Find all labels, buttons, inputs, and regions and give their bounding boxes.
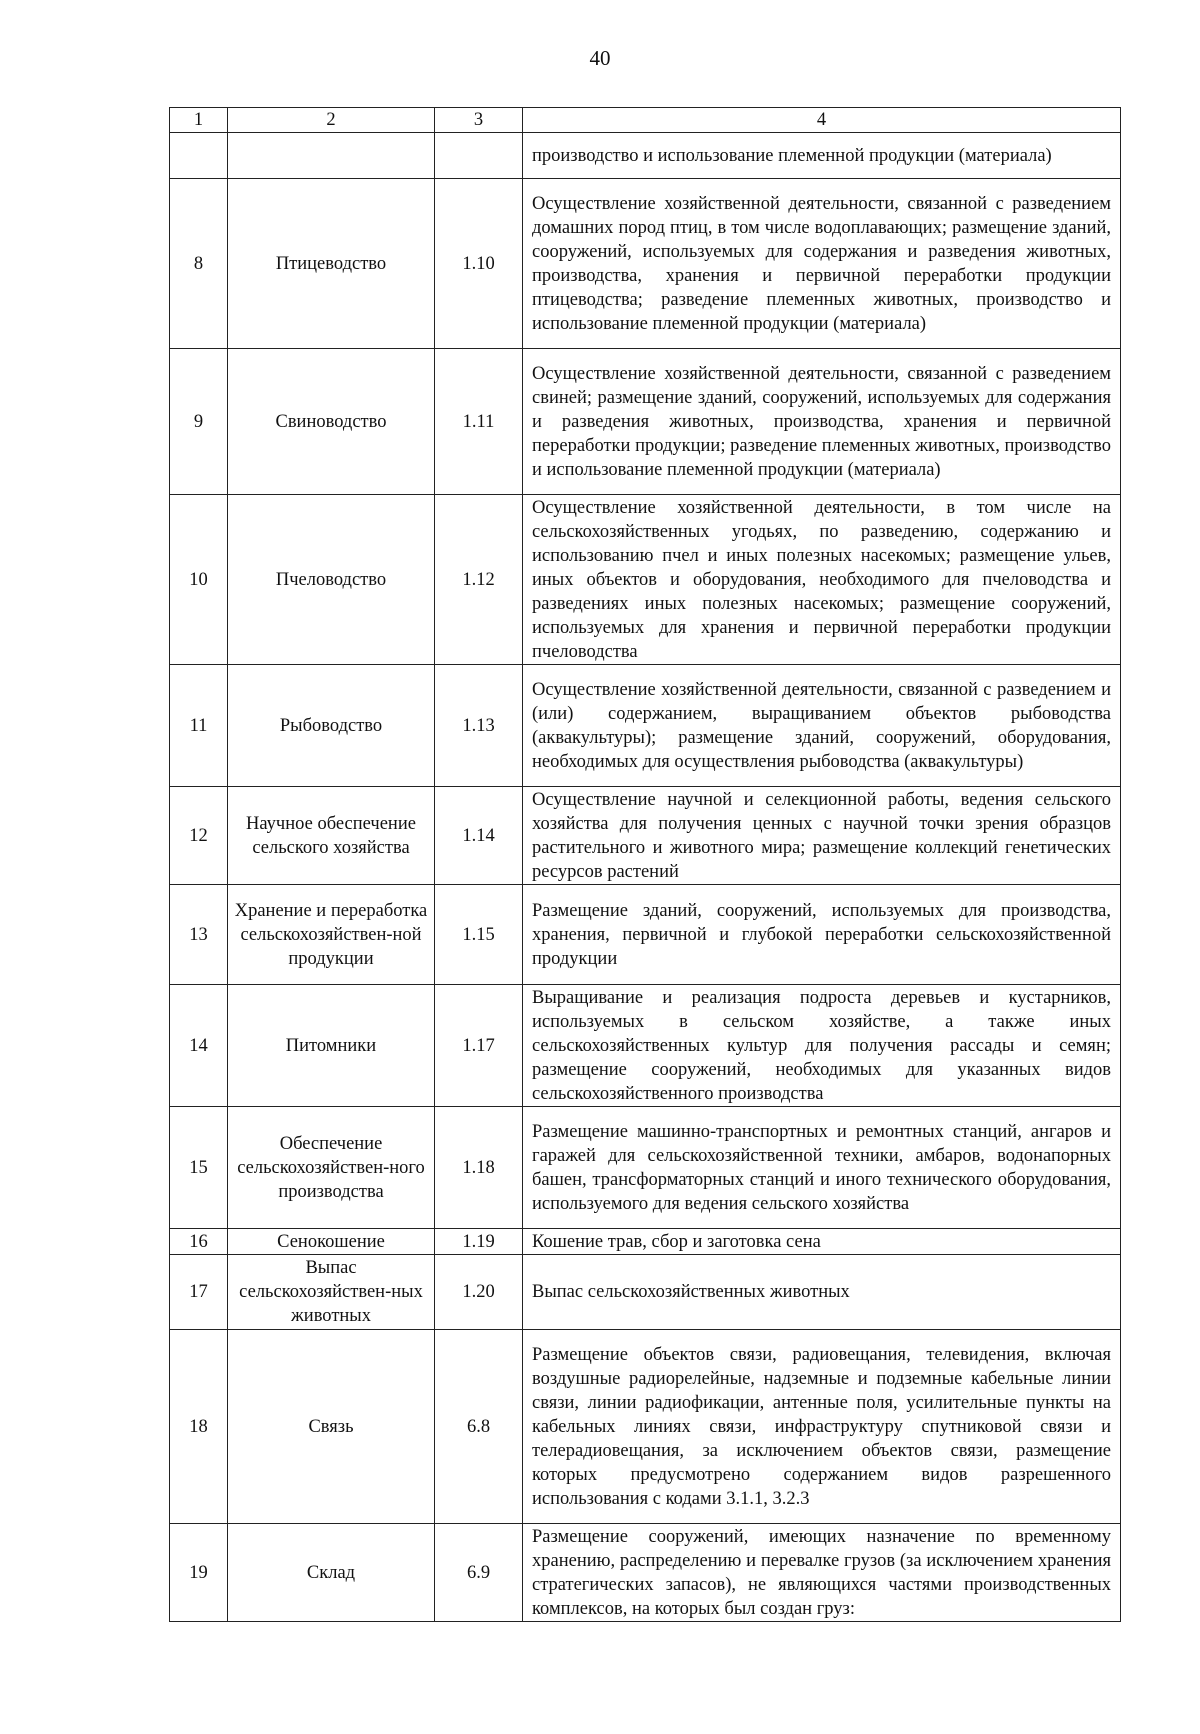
row-name: Выпас сельскохозяйствен-ных животных: [228, 1255, 435, 1330]
row-name: Свиноводство: [228, 349, 435, 495]
row-number: 9: [170, 349, 228, 495]
row-name: Пчеловодство: [228, 495, 435, 665]
table-row: [170, 1330, 1121, 1524]
row-code: 1.18: [435, 1107, 523, 1229]
row-name: Птицеводство: [228, 179, 435, 349]
table-row: [170, 495, 1121, 665]
header-col-1: 1: [170, 108, 228, 133]
row-number: 10: [170, 495, 228, 665]
table-row: [170, 985, 1121, 1107]
row-number: 8: [170, 179, 228, 349]
row-name: Обеспечение сельскохозяйствен-ного производства: [228, 1107, 435, 1229]
table-row: [170, 133, 1121, 179]
table-row: [170, 1524, 1121, 1622]
table-row: [170, 1107, 1121, 1229]
row-name: Хранение и переработка сельскохозяйствен-ной продукции: [228, 885, 435, 985]
row-code: [435, 133, 523, 179]
row-code: 1.15: [435, 885, 523, 985]
row-number: 18: [170, 1330, 228, 1524]
row-code: 1.12: [435, 495, 523, 665]
row-number: 13: [170, 885, 228, 985]
row-description: Выращивание и реализация подроста деревьев и кустарников, используемых в сельском хозяйстве, а также иных сельскохозяйственных культур для получения рассады и семян; размещение сооружений, необходимых для указанных видов сельскохозяйственного производства: [523, 985, 1121, 1107]
table-row: [170, 885, 1121, 985]
row-number: [170, 133, 228, 179]
row-number: 11: [170, 665, 228, 787]
row-name: Рыбоводство: [228, 665, 435, 787]
row-name: Питомники: [228, 985, 435, 1107]
row-code: 1.10: [435, 179, 523, 349]
table-row: [170, 787, 1121, 885]
row-name: Сенокошение: [228, 1229, 435, 1255]
row-name: [228, 133, 435, 179]
row-code: 1.11: [435, 349, 523, 495]
row-code: 1.14: [435, 787, 523, 885]
row-code: 6.8: [435, 1330, 523, 1524]
table-row: [170, 349, 1121, 495]
row-description: Осуществление хозяйственной деятельности, связанной с разведением свиней; размещение зданий, сооружений, используемых для содержания и разведения животных, производства, хранения и первичной переработки продукции; разведение племенных животных, производство и использование племенной продукции (материала): [523, 349, 1121, 495]
row-description: Осуществление хозяйственной деятельности, связанной с разведением домашних пород птиц, в том числе водоплавающих; размещение зданий, сооружений, используемых для содержания и разведения животных, производства, хранения и первичной переработки продукции птицеводства; разведение племенных животных, производство и использование племенной продукции (материала): [523, 179, 1121, 349]
table-row: [170, 1255, 1121, 1330]
row-description: Размещение сооружений, имеющих назначение по временному хранению, распределению и перевалке грузов (за исключением хранения стратегических запасов), не являющихся частями производственных комплексов, на которых был создан груз:: [523, 1524, 1121, 1622]
row-number: 19: [170, 1524, 228, 1622]
header-col-3: 3: [435, 108, 523, 133]
row-number: 12: [170, 787, 228, 885]
row-description: Выпас сельскохозяйственных животных: [523, 1255, 1121, 1330]
row-code: 1.17: [435, 985, 523, 1107]
row-number: 16: [170, 1229, 228, 1255]
row-name: Склад: [228, 1524, 435, 1622]
table-row: [170, 179, 1121, 349]
row-description: Осуществление научной и селекционной работы, ведения сельского хозяйства для получения ценных с научной точки зрения образцов растительного и животного мира; размещение коллекций генетических ресурсов растений: [523, 787, 1121, 885]
header-col-2: 2: [228, 108, 435, 133]
row-code: 6.9: [435, 1524, 523, 1622]
row-description: Размещение зданий, сооружений, используемых для производства, хранения, первичной и глубокой переработки сельскохозяйственной продукции: [523, 885, 1121, 985]
row-description: Размещение объектов связи, радиовещания, телевидения, включая воздушные радиорелейные, надземные и подземные кабельные линии связи, линии радиофикации, антенные поля, усилительные пункты на кабельных линиях связи, инфраструктуру спутниковой связи и телерадиовещания, за исключением объектов связи, размещение которых предусмотрено содержанием видов разрешенного использования с кодами 3.1.1, 3.2.3: [523, 1330, 1121, 1524]
table-row: [170, 1229, 1121, 1255]
row-description: Кошение трав, сбор и заготовка сена: [523, 1229, 1121, 1255]
row-description: Осуществление хозяйственной деятельности, в том числе на сельскохозяйственных угодьях, по разведению, содержанию и использованию пчел и иных полезных насекомых; размещение ульев, иных объектов и оборудования, необходимого для пчеловодства и разведениях иных полезных насекомых; размещение сооружений, используемых для хранения и первичной переработки продукции пчеловодства: [523, 495, 1121, 665]
row-code: 1.19: [435, 1229, 523, 1255]
row-number: 17: [170, 1255, 228, 1330]
row-code: 1.20: [435, 1255, 523, 1330]
row-number: 14: [170, 985, 228, 1107]
row-description: производство и использование племенной продукции (материала): [523, 133, 1121, 179]
row-description: Осуществление хозяйственной деятельности, связанной с разведением и (или) содержанием, выращиванием объектов рыбоводства (аквакультуры); размещение зданий, сооружений, оборудования, необходимых для осуществления рыбоводства (аквакультуры): [523, 665, 1121, 787]
row-description: Размещение машинно-транспортных и ремонтных станций, ангаров и гаражей для сельскохозяйственной техники, амбаров, водонапорных башен, трансформаторных станций и иного технического оборудования, используемого для ведения сельского хозяйства: [523, 1107, 1121, 1229]
row-number: 15: [170, 1107, 228, 1229]
row-name: Связь: [228, 1330, 435, 1524]
page-number: 40: [589, 46, 611, 70]
header-col-4: 4: [523, 108, 1121, 133]
row-name: Научное обеспечение сельского хозяйства: [228, 787, 435, 885]
table-header-row: [170, 108, 1121, 133]
land-use-table: [169, 107, 1121, 1622]
row-code: 1.13: [435, 665, 523, 787]
table-row: [170, 665, 1121, 787]
